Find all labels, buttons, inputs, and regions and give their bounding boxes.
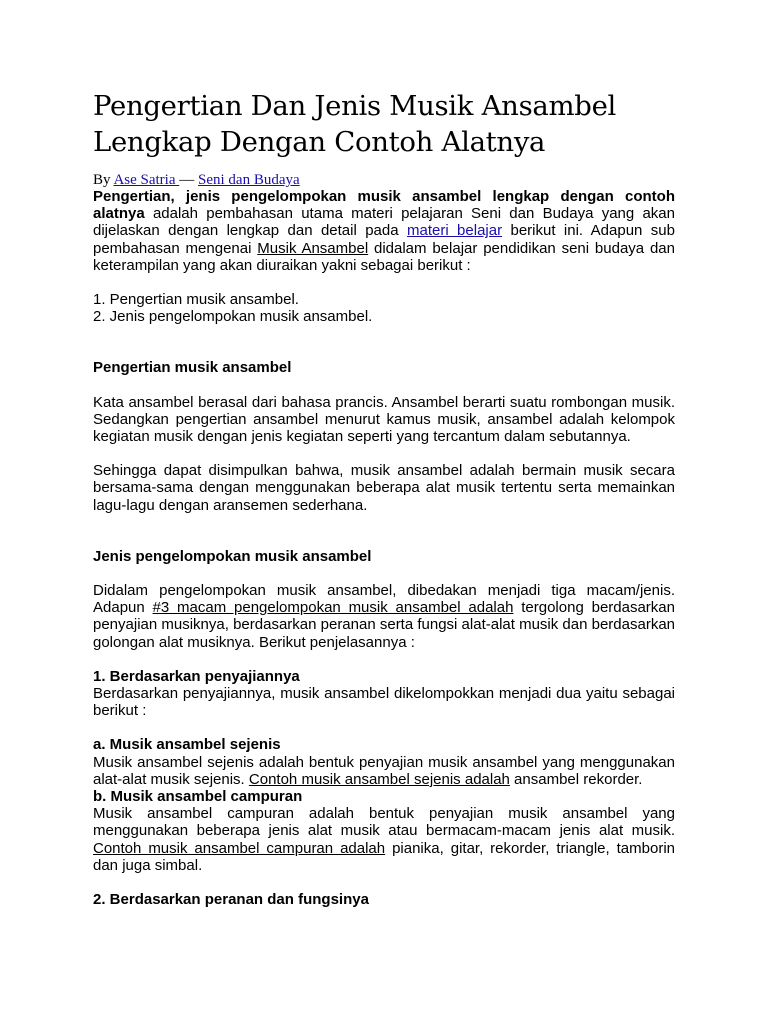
materi-belajar-link[interactable]: materi belajar: [406, 222, 503, 240]
article-title: [93, 88, 713, 160]
paragraph-sehingga: Sehingga dapat disimpulkan bahwa, musik ansambel adalah bermain musik secara bersama-sama dengan menggunakan beberapa alat musik tertentu serta memainkan lagu-lagu dengan aransemen sederhana.: [93, 462, 675, 514]
paragraph-campuran: [93, 805, 675, 874]
tiga-macam-link[interactable]: #3 macam pengelompokan musik ansambel adalah: [152, 599, 514, 617]
byline: [93, 171, 300, 189]
heading-pengertian-text: Pengertian musik ansambel: [93, 359, 292, 377]
heading-jenis: [93, 548, 675, 565]
heading-jenis-text: Jenis pengelompokan musik ansambel: [93, 547, 372, 565]
heading-campuran-text: b. Musik ansambel campuran: [93, 788, 303, 806]
paragraph-penyajian: Berdasarkan penyajiannya, musik ansambel dikelompokkan menjadi dua yaitu sebagai berikut :: [93, 685, 675, 720]
title-line-1: Pengertian Dan Jenis Musik Ansambel: [93, 90, 617, 122]
heading-sejenis: [93, 736, 675, 753]
heading-penyajian-text: 1. Berdasarkan penyajiannya: [93, 667, 300, 685]
contoh-campuran-link[interactable]: Contoh musik ansambel campuran adalah: [93, 839, 386, 857]
sejenis-text-1: Musik ansambel sejenis adalah bentuk penyajian musik ansambel yang menggunakan alat-alat musik sejenis.: [93, 753, 675, 788]
author-link[interactable]: Ase Satria: [113, 172, 180, 188]
campuran-text-1: Musik ansambel campuran adalah bentuk penyajian musik ansambel yang menggunakan beberapa jenis alat musik atau bermacam-macam jenis alat musik.: [93, 805, 675, 840]
title-line-2: Lengkap Dengan Contoh Alatnya: [93, 126, 546, 158]
sejenis-text-2: ansambel rekorder.: [509, 770, 643, 788]
contoh-sejenis-link[interactable]: Contoh musik ansambel sejenis adalah: [248, 770, 510, 788]
paragraph-didalam: [93, 582, 675, 651]
musik-ansambel-link[interactable]: Musik Ansambel: [257, 239, 369, 257]
heading-sejenis-text: a. Musik ansambel sejenis: [93, 736, 281, 754]
category-link[interactable]: Seni dan Budaya: [198, 172, 300, 188]
heading-pengertian: [93, 359, 675, 376]
byline-separator: —: [179, 172, 199, 188]
intro-text-1: adalah pembahasan utama materi pelajaran Seni dan Budaya yang akan dijelaskan dengan lengkap dan detail pada: [93, 205, 675, 240]
heading-peranan-text: 2. Berdasarkan peranan dan fungsinya: [93, 891, 369, 909]
campuran-text-2: pianika, gitar, rekorder, triangle, tamborin dan juga simbal.: [93, 839, 675, 874]
article-body: [93, 188, 675, 908]
heading-penyajian: [93, 668, 675, 685]
intro-bold: Pengertian, jenis pengelompokan musik ansambel lengkap dengan contoh alatnya: [93, 188, 675, 223]
toc-item-2: 2. Jenis pengelompokan musik ansambel.: [93, 308, 373, 326]
paragraph-kata: Kata ansambel berasal dari bahasa prancis. Ansambel berarti suatu rombongan musik. Sedangkan pengertian ansambel menurut kamus musik, ansambel adalah kelompok kegiatan musik dengan jenis kegiatan seperti yang tercantum dalam sebutannya.: [93, 393, 675, 446]
intro-text-3: didalam belajar pendidikan seni budaya dan keterampilan yang akan diuraikan yakni sebagai berikut :: [93, 239, 675, 274]
toc-item-1: 1. Pengertian musik ansambel.: [93, 291, 299, 309]
intro-text-2: berikut ini. Adapun sub pembahasan mengenai: [93, 222, 675, 257]
byline-by: By: [93, 172, 114, 188]
intro-paragraph: [93, 188, 675, 274]
paragraph-sejenis: [93, 754, 675, 788]
heading-campuran: [93, 788, 675, 805]
didalam-text-2: tergolong berdasarkan penyajian musiknya, berdasarkan peranan serta fungsi alat-alat musik dan berdasarkan golongan alat musiknya. Berikut penjelasannya :: [93, 599, 676, 651]
heading-peranan: [93, 891, 675, 908]
didalam-text-1: Didalam pengelompokan musik ansambel, dibedakan menjadi tiga macam/jenis. Adapun: [93, 582, 675, 617]
